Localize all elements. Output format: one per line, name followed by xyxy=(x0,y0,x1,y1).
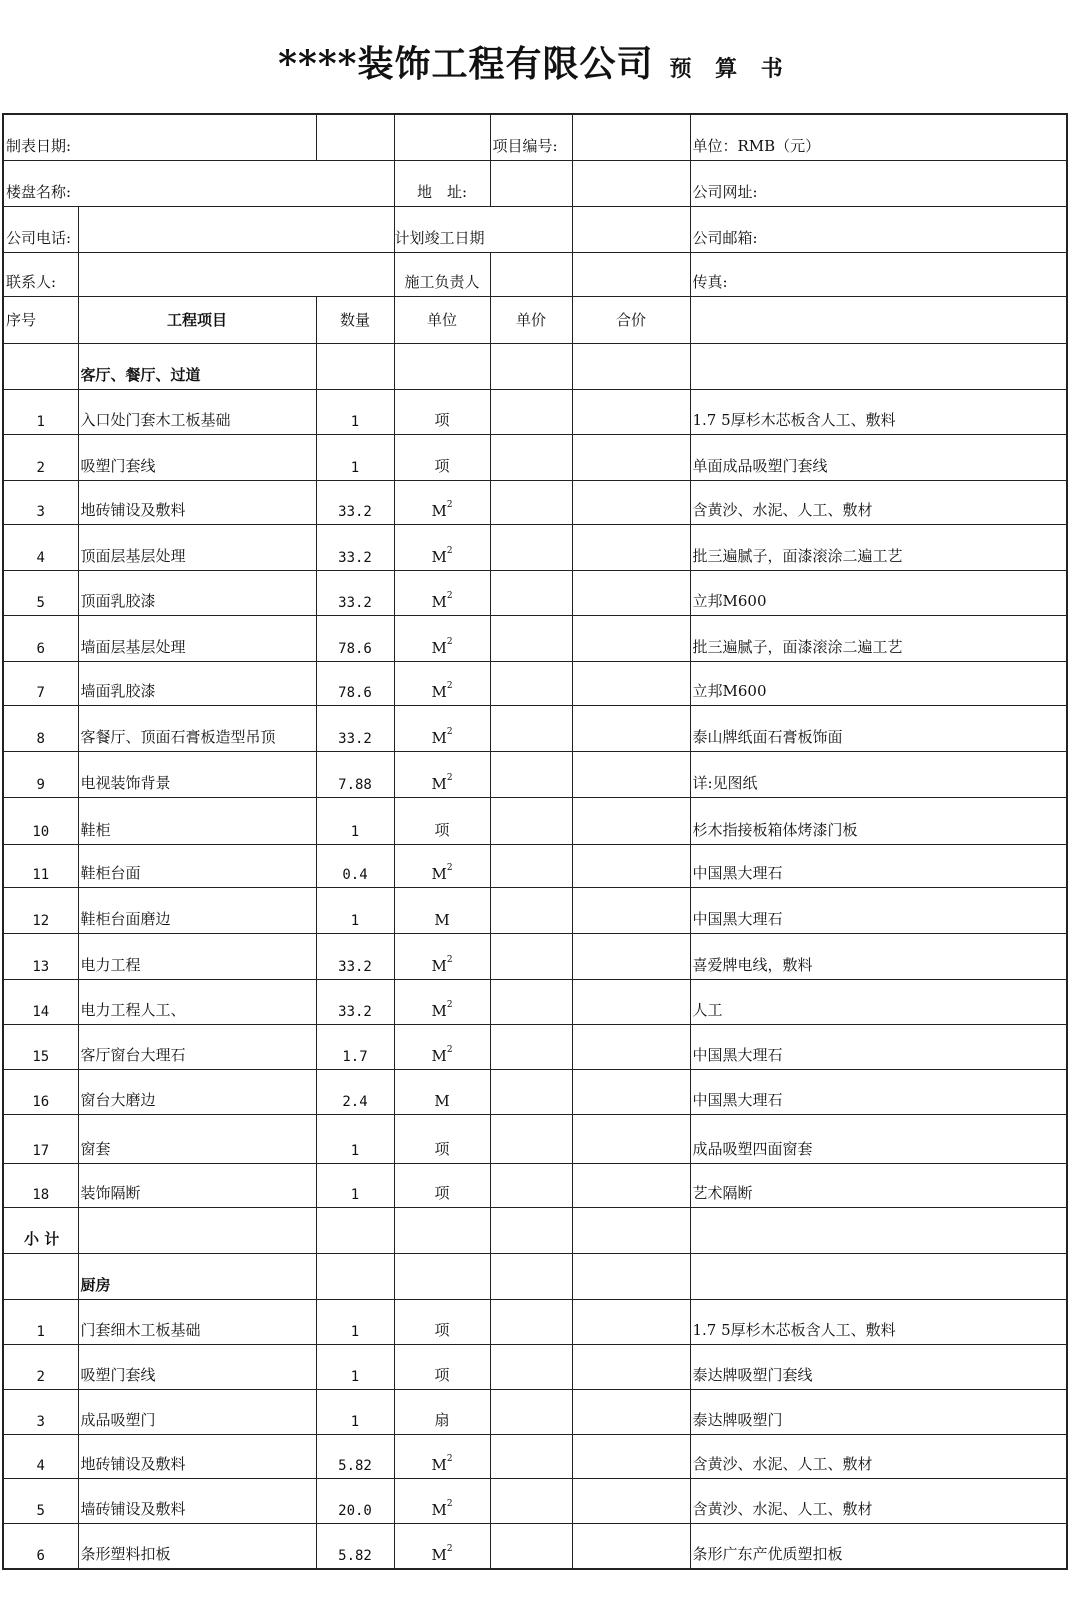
row-unit xyxy=(394,844,490,887)
row-total xyxy=(572,1163,690,1207)
table-row xyxy=(3,1163,1067,1207)
row-qty: 1.7 xyxy=(316,1024,394,1069)
row-no: 6 xyxy=(3,615,78,661)
row-price xyxy=(490,1163,572,1207)
row-remark: 批三遍腻子，面漆滚涂二遍工艺 xyxy=(690,524,1067,570)
date-label: 制表日期: xyxy=(3,114,316,160)
row-remark: 含黄沙、水泥、人工、敷材 xyxy=(690,1434,1067,1478)
row-qty: 33.2 xyxy=(316,933,394,979)
table-row xyxy=(3,844,1067,887)
row-qty: 33.2 xyxy=(316,979,394,1024)
table-row xyxy=(3,524,1067,570)
row-no: 6 xyxy=(3,1523,78,1569)
completion-label: 计划竣工日期 xyxy=(394,206,572,252)
unit-superscript: 2 xyxy=(446,1453,453,1464)
row-price xyxy=(490,705,572,751)
unit-superscript: 2 xyxy=(446,1044,453,1055)
row-remark: 含黄沙、水泥、人工、敷材 xyxy=(690,1478,1067,1523)
subtotal-row xyxy=(3,1207,1067,1253)
row-remark: 中国黑大理石 xyxy=(690,1069,1067,1114)
row-total xyxy=(572,434,690,480)
row-no: 4 xyxy=(3,524,78,570)
row-total xyxy=(572,389,690,434)
unit-text: M xyxy=(431,547,447,566)
row-price xyxy=(490,1389,572,1434)
row-qty: 5.82 xyxy=(316,1434,394,1478)
unit-superscript: 2 xyxy=(446,862,453,873)
row-total xyxy=(572,615,690,661)
unit-text: M xyxy=(434,910,450,929)
row-total xyxy=(572,887,690,933)
row-item: 成品吸塑门 xyxy=(78,1389,316,1434)
row-no: 8 xyxy=(3,705,78,751)
unit-superscript: 2 xyxy=(446,1498,453,1509)
row-no: 5 xyxy=(3,1478,78,1523)
budget-table xyxy=(2,113,1068,1570)
row-item: 顶面层基层处理 xyxy=(78,524,316,570)
table-row xyxy=(3,1114,1067,1163)
table-row xyxy=(3,570,1067,615)
unit-text: M xyxy=(431,592,447,611)
row-item: 鞋柜台面 xyxy=(78,844,316,887)
row-no: 2 xyxy=(3,434,78,480)
row-unit xyxy=(394,751,490,797)
row-remark: 中国黑大理石 xyxy=(690,1024,1067,1069)
row-qty: 20.0 xyxy=(316,1478,394,1523)
table-row xyxy=(3,705,1067,751)
row-total xyxy=(572,933,690,979)
row-item: 吸塑门套线 xyxy=(78,434,316,480)
col-qty: 数量 xyxy=(316,296,394,343)
row-remark: 立邦M600 xyxy=(690,570,1067,615)
unit-text: 项 xyxy=(434,1365,450,1384)
row-no: 12 xyxy=(3,887,78,933)
row-price xyxy=(490,1344,572,1389)
email-label: 公司邮箱: xyxy=(690,206,1067,252)
row-total xyxy=(572,1389,690,1434)
table-row xyxy=(3,1024,1067,1069)
row-no: 5 xyxy=(3,570,78,615)
row-item: 窗台大磨边 xyxy=(78,1069,316,1114)
unit-text: M xyxy=(431,1455,447,1474)
unit-text: M xyxy=(431,1546,447,1564)
section-name: 厨房 xyxy=(78,1253,316,1299)
col-price: 单价 xyxy=(490,296,572,343)
unit-text: 扇 xyxy=(434,1410,450,1429)
row-total xyxy=(572,751,690,797)
unit-superscript: 2 xyxy=(446,772,453,783)
row-remark: 喜爱牌电线，敷料 xyxy=(690,933,1067,979)
row-unit xyxy=(394,979,490,1024)
row-remark: 批三遍腻子，面漆滚涂二遍工艺 xyxy=(690,615,1067,661)
row-remark: 人工 xyxy=(690,979,1067,1024)
row-remark: 泰达牌吸塑门套线 xyxy=(690,1344,1067,1389)
row-total xyxy=(572,797,690,844)
row-total xyxy=(572,1114,690,1163)
row-no: 15 xyxy=(3,1024,78,1069)
unit-text: M xyxy=(431,638,447,657)
row-unit xyxy=(394,1114,490,1163)
table-row xyxy=(3,1069,1067,1114)
row-unit xyxy=(394,1478,490,1523)
table-row xyxy=(3,389,1067,434)
row-no: 3 xyxy=(3,1389,78,1434)
company-name: ****装饰工程有限公司 xyxy=(278,43,654,85)
row-unit xyxy=(394,933,490,979)
fax-label: 传真: xyxy=(690,252,1067,296)
unit-text: 项 xyxy=(434,456,450,475)
row-price xyxy=(490,979,572,1024)
table-row xyxy=(3,1478,1067,1523)
row-no: 18 xyxy=(3,1163,78,1207)
row-price xyxy=(490,1434,572,1478)
row-no: 16 xyxy=(3,1069,78,1114)
unit-superscript: 2 xyxy=(446,545,453,556)
row-price xyxy=(490,1024,572,1069)
col-item: 工程项目 xyxy=(78,296,316,343)
row-total xyxy=(572,1434,690,1478)
row-no: 1 xyxy=(3,389,78,434)
unit-superscript: 2 xyxy=(446,590,453,601)
address-label: 地 址: xyxy=(394,160,490,206)
row-qty: 78.6 xyxy=(316,661,394,705)
row-item: 条形塑料扣板 xyxy=(78,1523,316,1569)
row-total xyxy=(572,1024,690,1069)
row-qty: 33.2 xyxy=(316,570,394,615)
col-unit: 单位 xyxy=(394,296,490,343)
table-row xyxy=(3,751,1067,797)
row-no: 1 xyxy=(3,1299,78,1344)
row-price xyxy=(490,1069,572,1114)
row-item: 墙面乳胶漆 xyxy=(78,661,316,705)
row-qty: 33.2 xyxy=(316,705,394,751)
unit-text: 项 xyxy=(434,1320,450,1339)
row-item: 电力工程人工、 xyxy=(78,979,316,1024)
unit-superscript: 2 xyxy=(446,499,453,510)
row-unit xyxy=(394,570,490,615)
row-no: 7 xyxy=(3,661,78,705)
table-row xyxy=(3,615,1067,661)
row-unit xyxy=(394,1523,490,1569)
column-header-row xyxy=(3,296,1067,343)
subtotal-label: 小 计 xyxy=(3,1207,78,1253)
unit-text: 项 xyxy=(434,410,450,429)
row-remark: 中国黑大理石 xyxy=(690,844,1067,887)
row-item: 墙砖铺设及敷料 xyxy=(78,1478,316,1523)
row-no: 17 xyxy=(3,1114,78,1163)
table-row xyxy=(3,933,1067,979)
row-price xyxy=(490,933,572,979)
unit-text: M xyxy=(431,864,447,883)
row-price xyxy=(490,751,572,797)
document-title xyxy=(0,36,1069,87)
row-item: 鞋柜台面磨边 xyxy=(78,887,316,933)
row-price xyxy=(490,797,572,844)
unit-text: 项 xyxy=(434,1183,450,1202)
section-name: 客厅、餐厅、过道 xyxy=(78,343,316,389)
row-item: 鞋柜 xyxy=(78,797,316,844)
unit-superscript: 2 xyxy=(446,954,453,965)
row-remark: 杉木指接板箱体烤漆门板 xyxy=(690,797,1067,844)
unit-text: M xyxy=(431,1001,447,1020)
col-total: 合价 xyxy=(572,296,690,343)
row-qty: 1 xyxy=(316,887,394,933)
row-remark: 含黄沙、水泥、人工、敷材 xyxy=(690,480,1067,524)
row-no: 2 xyxy=(3,1344,78,1389)
row-total xyxy=(572,1344,690,1389)
row-remark: 1.7 5厚杉木芯板含人工、敷料 xyxy=(690,389,1067,434)
row-total xyxy=(572,1523,690,1569)
row-unit xyxy=(394,797,490,844)
row-price xyxy=(490,615,572,661)
row-qty: 1 xyxy=(316,1114,394,1163)
row-total xyxy=(572,524,690,570)
row-total xyxy=(572,979,690,1024)
row-unit xyxy=(394,434,490,480)
row-item: 入口处门套木工板基础 xyxy=(78,389,316,434)
row-no: 11 xyxy=(3,844,78,887)
row-qty: 1 xyxy=(316,1299,394,1344)
row-price xyxy=(490,1523,572,1569)
row-total xyxy=(572,1478,690,1523)
row-unit xyxy=(394,1163,490,1207)
row-price xyxy=(490,1478,572,1523)
row-price xyxy=(490,570,572,615)
row-item: 装饰隔断 xyxy=(78,1163,316,1207)
supervisor-label: 施工负责人 xyxy=(394,252,490,296)
row-item: 电力工程 xyxy=(78,933,316,979)
row-total xyxy=(572,570,690,615)
row-no: 9 xyxy=(3,751,78,797)
row-remark: 详:见图纸 xyxy=(690,751,1067,797)
row-unit xyxy=(394,661,490,705)
row-no: 10 xyxy=(3,797,78,844)
row-qty: 0.4 xyxy=(316,844,394,887)
row-unit xyxy=(394,1344,490,1389)
row-no: 4 xyxy=(3,1434,78,1478)
doc-type: 预 算 书 xyxy=(669,56,791,82)
phone-label: 公司电话: xyxy=(3,206,78,252)
project-no-label: 项目编号: xyxy=(490,114,572,160)
row-unit xyxy=(394,389,490,434)
row-item: 地砖铺设及敷料 xyxy=(78,1434,316,1478)
row-unit xyxy=(394,1389,490,1434)
col-no: 序号 xyxy=(3,296,78,343)
row-item: 客厅窗台大理石 xyxy=(78,1024,316,1069)
table-row xyxy=(3,434,1067,480)
row-remark: 成品吸塑四面窗套 xyxy=(690,1114,1067,1163)
table-row xyxy=(3,887,1067,933)
row-unit xyxy=(394,524,490,570)
row-remark: 艺术隔断 xyxy=(690,1163,1067,1207)
row-qty: 1 xyxy=(316,797,394,844)
unit-text: M xyxy=(434,1091,450,1110)
row-price xyxy=(490,434,572,480)
row-qty: 78.6 xyxy=(316,615,394,661)
row-price xyxy=(490,887,572,933)
unit-superscript: 2 xyxy=(446,1544,453,1554)
row-item: 顶面乳胶漆 xyxy=(78,570,316,615)
unit-text: M xyxy=(431,501,447,520)
website-label: 公司网址: xyxy=(690,160,1067,206)
contact-label: 联系人: xyxy=(3,252,78,296)
table-row xyxy=(3,1523,1067,1569)
row-qty: 1 xyxy=(316,434,394,480)
table-row xyxy=(3,661,1067,705)
row-price xyxy=(490,389,572,434)
unit-text: M xyxy=(431,956,447,975)
row-item: 电视装饰背景 xyxy=(78,751,316,797)
unit-text: M xyxy=(431,1046,447,1065)
row-remark: 1.7 5厚杉木芯板含人工、敷料 xyxy=(690,1299,1067,1344)
unit-superscript: 2 xyxy=(446,636,453,647)
row-unit xyxy=(394,1299,490,1344)
row-price xyxy=(490,1114,572,1163)
row-unit xyxy=(394,615,490,661)
row-item: 窗套 xyxy=(78,1114,316,1163)
row-qty: 2.4 xyxy=(316,1069,394,1114)
row-price xyxy=(490,844,572,887)
row-qty: 5.82 xyxy=(316,1523,394,1569)
row-price xyxy=(490,661,572,705)
row-item: 客餐厅、顶面石膏板造型吊顶 xyxy=(78,705,316,751)
row-price xyxy=(490,1299,572,1344)
row-remark: 单面成品吸塑门套线 xyxy=(690,434,1067,480)
row-price xyxy=(490,480,572,524)
row-item: 地砖铺设及敷料 xyxy=(78,480,316,524)
unit-label: 单位：RMB（元） xyxy=(690,114,1067,160)
unit-text: 项 xyxy=(434,1139,450,1158)
unit-text: M xyxy=(431,1500,447,1519)
unit-superscript: 2 xyxy=(446,999,453,1010)
table-row xyxy=(3,1344,1067,1389)
row-qty: 33.2 xyxy=(316,524,394,570)
table-row xyxy=(3,797,1067,844)
row-unit xyxy=(394,1434,490,1478)
table-row xyxy=(3,1299,1067,1344)
section-header-row xyxy=(3,1253,1067,1299)
unit-text: M xyxy=(431,774,447,793)
row-item: 吸塑门套线 xyxy=(78,1344,316,1389)
unit-superscript: 2 xyxy=(446,680,453,691)
row-remark: 条形广东产优质塑扣板 xyxy=(690,1523,1067,1569)
row-unit xyxy=(394,705,490,751)
row-no: 14 xyxy=(3,979,78,1024)
row-item: 墙面层基层处理 xyxy=(78,615,316,661)
row-qty: 1 xyxy=(316,1163,394,1207)
unit-superscript: 2 xyxy=(446,726,453,737)
row-qty: 1 xyxy=(316,1389,394,1434)
table-row xyxy=(3,1434,1067,1478)
row-unit xyxy=(394,480,490,524)
row-qty: 7.88 xyxy=(316,751,394,797)
row-remark: 中国黑大理石 xyxy=(690,887,1067,933)
row-price xyxy=(490,524,572,570)
unit-text: M xyxy=(431,728,447,747)
row-total xyxy=(572,1069,690,1114)
row-total xyxy=(572,661,690,705)
table-row xyxy=(3,979,1067,1024)
table-row xyxy=(3,1389,1067,1434)
row-qty: 33.2 xyxy=(316,480,394,524)
row-remark: 泰达牌吸塑门 xyxy=(690,1389,1067,1434)
row-total xyxy=(572,844,690,887)
row-item: 门套细木工板基础 xyxy=(78,1299,316,1344)
row-total xyxy=(572,1299,690,1344)
row-unit xyxy=(394,1069,490,1114)
row-unit xyxy=(394,1024,490,1069)
row-qty: 1 xyxy=(316,1344,394,1389)
row-unit xyxy=(394,887,490,933)
unit-text: 项 xyxy=(434,820,450,839)
section-header-row xyxy=(3,343,1067,389)
property-label: 楼盘名称: xyxy=(3,160,394,206)
row-no: 3 xyxy=(3,480,78,524)
row-qty: 1 xyxy=(316,389,394,434)
table-row xyxy=(3,480,1067,524)
row-total xyxy=(572,705,690,751)
row-remark: 立邦M600 xyxy=(690,661,1067,705)
row-remark: 泰山牌纸面石膏板饰面 xyxy=(690,705,1067,751)
unit-text: M xyxy=(431,682,447,701)
row-total xyxy=(572,480,690,524)
row-no: 13 xyxy=(3,933,78,979)
